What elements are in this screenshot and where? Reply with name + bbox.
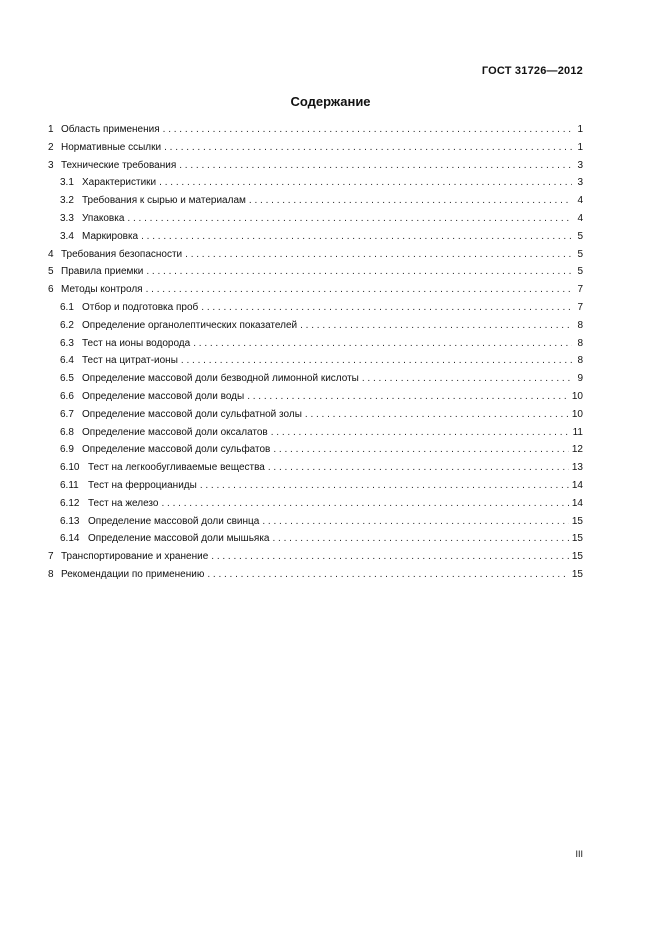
toc-leader-dots [146, 281, 572, 299]
toc-entry-number: 6 [48, 284, 54, 296]
toc-leader-dots [164, 139, 572, 157]
toc-leader-dots [268, 459, 569, 477]
toc-entry-title: Определение массовой доли безводной лимонной кислоты [82, 373, 359, 385]
toc-leader-dots [200, 477, 569, 495]
toc-entry-page: 9 [577, 373, 583, 385]
toc-entry-title: Правила приемки [61, 266, 144, 278]
toc-entry-number: 6.14 [60, 533, 80, 545]
table-of-contents [48, 121, 583, 584]
toc-entry-page: 8 [577, 319, 583, 331]
toc-entry-page: 4 [577, 195, 583, 207]
toc-entry-number: 6.4 [60, 355, 74, 367]
toc-entry-page: 15 [571, 533, 583, 545]
toc-entry-number: 6.7 [60, 408, 74, 420]
toc-entry-page: 7 [577, 301, 583, 313]
toc-entry[interactable] [48, 441, 583, 459]
toc-entry[interactable] [48, 352, 583, 370]
toc-entry[interactable] [48, 281, 583, 299]
toc-entry-title: Упаковка [82, 212, 125, 224]
toc-entry-title: Характеристики [82, 177, 157, 189]
toc-entry-title: Тест на цитрат-ионы [82, 355, 178, 367]
toc-entry-title: Технические требования [61, 159, 177, 171]
toc-entry[interactable] [48, 406, 583, 424]
toc-entry-page: 1 [577, 141, 583, 153]
toc-entry-title: Тест на железо [88, 497, 159, 509]
toc-entry-page: 14 [571, 479, 583, 491]
toc-entry-page: 5 [577, 248, 583, 260]
toc-entry-number: 6.2 [60, 319, 74, 331]
toc-leader-dots [362, 370, 572, 388]
toc-leader-dots [272, 530, 568, 548]
toc-leader-dots [305, 406, 569, 424]
toc-entry-title: Определение массовой доли мышьяка [88, 533, 270, 545]
toc-leader-dots [141, 228, 572, 246]
toc-entry-number: 3 [48, 159, 54, 171]
toc-entry-page: 4 [577, 212, 583, 224]
toc-entry[interactable] [48, 513, 583, 531]
toc-leader-dots [161, 495, 568, 513]
toc-entry-page: 3 [577, 177, 583, 189]
toc-entry-number: 3.4 [60, 230, 74, 242]
toc-entry-title: Определение массовой доли свинца [88, 515, 260, 527]
toc-entry-number: 1 [48, 124, 54, 135]
toc-entry[interactable] [48, 317, 583, 335]
toc-entry-title: Методы контроля [61, 284, 143, 296]
toc-entry-page: 10 [571, 408, 583, 420]
toc-leader-dots [193, 335, 572, 353]
toc-leader-dots [262, 513, 569, 531]
toc-entry-title: Область применения [61, 124, 160, 135]
toc-leader-dots [211, 548, 569, 566]
toc-entry-page: 11 [572, 426, 583, 438]
toc-entry[interactable] [48, 370, 583, 388]
toc-leader-dots [207, 566, 569, 584]
toc-leader-dots [247, 388, 569, 406]
toc-leader-dots [249, 192, 572, 210]
toc-entry-page: 8 [577, 337, 583, 349]
toc-leader-dots [271, 424, 570, 442]
toc-entry-number: 6.6 [60, 390, 74, 402]
toc-entry[interactable] [48, 228, 583, 246]
toc-entry-number: 6.11 [60, 479, 79, 491]
toc-entry-title: Маркировка [82, 230, 139, 242]
toc-entry[interactable] [48, 495, 583, 513]
toc-entry-number: 3.1 [60, 177, 74, 189]
toc-entry[interactable] [48, 121, 583, 139]
toc-leader-dots [181, 352, 572, 370]
toc-entry-page: 1 [577, 124, 583, 135]
toc-entry-title: Транспортирование и хранение [61, 551, 209, 563]
toc-entry-number: 6.10 [60, 462, 80, 474]
toc-entry-number: 3.3 [60, 212, 74, 224]
toc-entry[interactable] [48, 299, 583, 317]
toc-entry-page: 15 [571, 515, 583, 527]
toc-entry-number: 4 [48, 248, 54, 260]
toc-entry-title: Нормативные ссылки [61, 141, 162, 153]
toc-entry-page: 15 [571, 551, 583, 563]
toc-entry-page: 10 [571, 390, 583, 402]
toc-entry[interactable] [48, 157, 583, 175]
toc-leader-dots [273, 441, 569, 459]
toc-entry[interactable] [48, 335, 583, 353]
toc-entry-title: Определение массовой доли сульфатов [82, 444, 271, 456]
toc-leader-dots [163, 121, 572, 139]
toc-entry-page: 5 [577, 266, 583, 278]
toc-entry-page: 13 [571, 462, 583, 474]
toc-entry-page: 12 [571, 444, 583, 456]
toc-entry-number: 5 [48, 266, 54, 278]
page-number: III [575, 849, 583, 859]
toc-entry-page: 14 [571, 497, 583, 509]
toc-entry[interactable] [48, 263, 583, 281]
toc-entry[interactable] [48, 477, 583, 495]
toc-entry-title: Определение массовой доли оксалатов [82, 426, 268, 438]
toc-leader-dots [185, 246, 572, 264]
toc-entry-page: 15 [571, 568, 583, 580]
toc-entry-number: 6.13 [60, 515, 80, 527]
toc-entry-title: Тест на ионы водорода [82, 337, 191, 349]
toc-leader-dots [201, 299, 572, 317]
toc-entry-number: 6.5 [60, 373, 74, 385]
toc-entry-title: Определение массовой доли сульфатной золы [82, 408, 302, 420]
toc-entry-number: 6.1 [60, 301, 74, 313]
toc-entry-title: Отбор и подготовка проб [82, 301, 199, 313]
toc-entry-title: Тест на ферроцианиды [88, 479, 197, 491]
toc-entry-number: 7 [48, 551, 54, 563]
toc-entry[interactable] [48, 210, 583, 228]
toc-entry[interactable] [48, 192, 583, 210]
toc-entry-page: 7 [577, 284, 583, 296]
toc-entry[interactable] [48, 139, 583, 157]
toc-entry-number: 6.8 [60, 426, 74, 438]
toc-leader-dots [159, 174, 572, 192]
toc-entry[interactable] [48, 548, 583, 566]
document-code: ГОСТ 31726—2012 [481, 65, 583, 77]
toc-entry[interactable] [48, 530, 583, 548]
toc-entry[interactable] [48, 424, 583, 442]
toc-entry-number: 2 [48, 141, 54, 153]
toc-entry[interactable] [48, 459, 583, 477]
toc-entry-title: Рекомендации по применению [61, 568, 205, 580]
toc-entry-title: Определение органолептических показателей [82, 319, 298, 331]
toc-entry-number: 6.12 [60, 497, 80, 509]
toc-entry-title: Требования к сырью и материалам [82, 195, 246, 207]
toc-entry-number: 3.2 [60, 195, 74, 207]
toc-entry-title: Требования безопасности [61, 248, 183, 260]
toc-entry-number: 6.9 [60, 444, 74, 456]
toc-entry[interactable] [48, 246, 583, 264]
toc-entry[interactable] [48, 566, 583, 584]
toc-entry-page: 3 [577, 159, 583, 171]
toc-leader-dots [300, 317, 572, 335]
toc-entry-page: 5 [577, 230, 583, 242]
toc-entry-page: 8 [577, 355, 583, 367]
toc-entry-title: Тест на легкообугливаемые вещества [88, 462, 265, 474]
toc-entry[interactable] [48, 174, 583, 192]
toc-leader-dots [127, 210, 572, 228]
toc-entry-title: Определение массовой доли воды [82, 390, 245, 402]
toc-leader-dots [179, 157, 572, 175]
toc-entry-number: 8 [48, 568, 54, 580]
toc-entry-number: 6.3 [60, 337, 74, 349]
page-title: Содержание [290, 94, 371, 109]
toc-leader-dots [146, 263, 572, 281]
toc-entry[interactable] [48, 388, 583, 406]
